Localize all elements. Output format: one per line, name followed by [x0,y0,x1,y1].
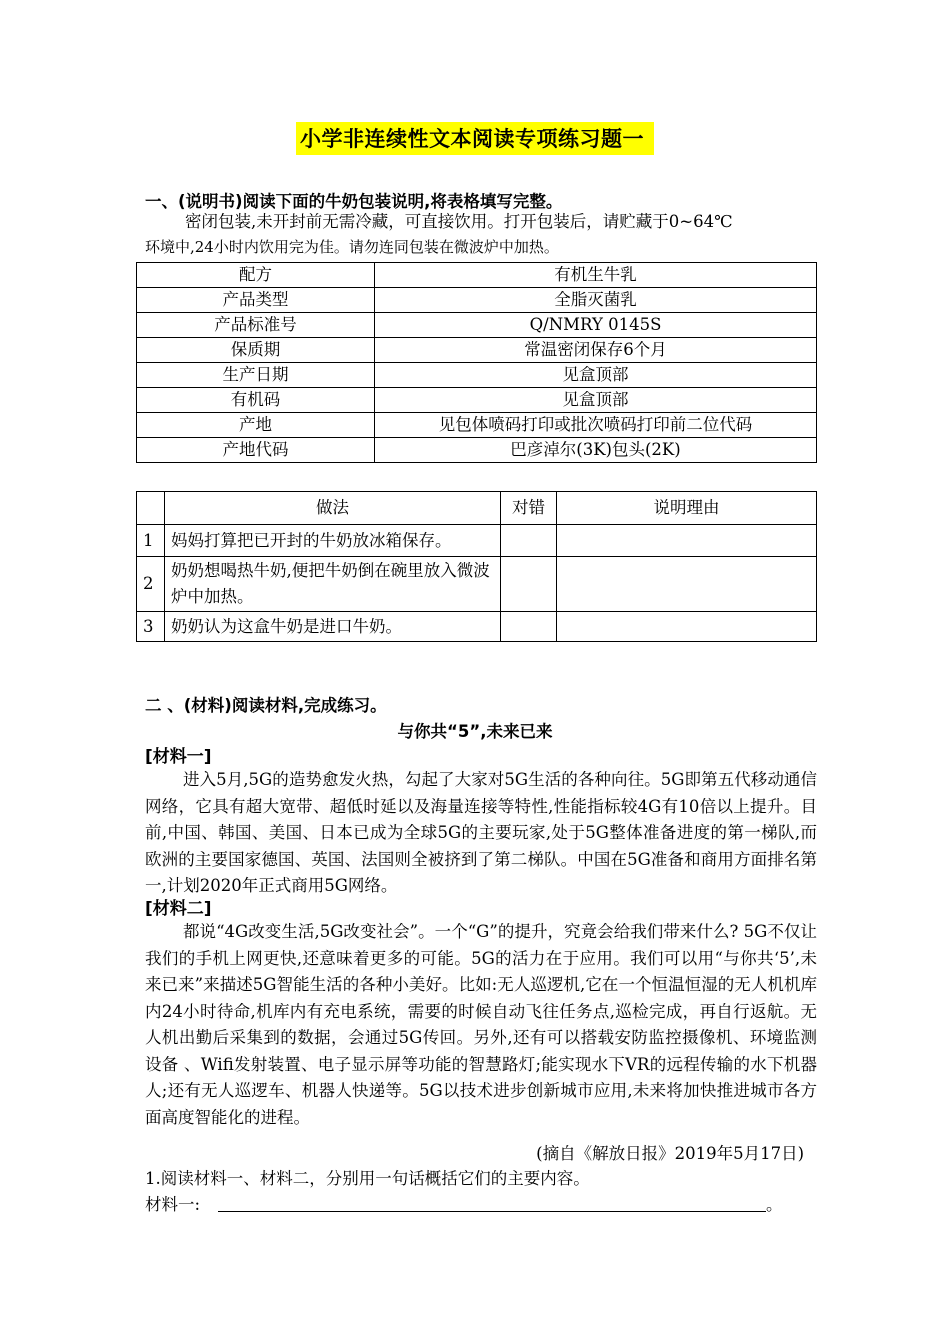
info-value: 有机生牛乳 [375,263,817,288]
reason-cell[interactable] [557,557,817,612]
answer-label-material1: 材料一: [145,1195,201,1214]
info-value: 巴彦淖尔(3K)包头(2K) [375,438,817,463]
table-header-num [137,492,165,525]
practice-table [136,491,817,642]
table-header-reason: 说明理由 [557,492,817,525]
judgement-cell[interactable] [501,612,557,642]
material1-label: [材料一] [145,747,212,767]
row-number: 3 [137,612,165,642]
row-number: 2 [137,557,165,612]
info-row [137,388,817,413]
section2-subtitle: 与你共“5”,未来已来 [397,722,553,741]
info-label: 配方 [137,263,375,288]
table-header-action: 做法 [165,492,501,525]
section1-intro-line1: 密闭包装,未开封前无需冷藏，可直接饮用。打开包装后，请贮藏于0~64℃ [185,212,733,231]
answer-line-material1[interactable] [218,1211,766,1212]
page-title: 小学非连续性文本阅读专项练习题一 [296,122,654,155]
info-value: 见包体喷码打印或批次喷码打印前二位代码 [375,413,817,438]
info-value: 见盒顶部 [375,388,817,413]
info-value: 全脂灭菌乳 [375,288,817,313]
row-action: 奶奶认为这盒牛奶是进口牛奶。 [165,612,501,642]
section1-intro-line2: 环境中,24小时内饮用完为佳。请勿连同包装在微波炉中加热。 [145,238,559,256]
material1-text: 进入5月,5G的造势愈发火热，勾起了大家对5G生活的各种向往。5G即第五代移动通信网络，它具有超大宽带、超低时延以及海量连接等特性,性能指标较4G有10倍以上提升。目前,中国、韩国、美国、日本已成为全球5G的主要玩家,处于5G整体准备进度的第一梯队,而欧洲的主要国家德国、英国、法国则全被挤到了第二梯队。中国在5G准备和商用方面排名第一,计划2020年正式商用5G网络。 [145,770,817,895]
milk-info-table [136,262,817,463]
info-row [137,438,817,463]
judgement-cell[interactable] [501,557,557,612]
source-citation: (摘自《解放日报》2019年5月17日) [536,1144,804,1163]
table-header-judgement: 对错 [501,492,557,525]
info-label: 产品标准号 [137,313,375,338]
info-value: 常温密闭保存6个月 [375,338,817,363]
info-row [137,413,817,438]
judgement-cell[interactable] [501,525,557,557]
info-row [137,338,817,363]
info-value: 见盒顶部 [375,363,817,388]
row-number: 1 [137,525,165,557]
question-1: 1.阅读材料一、材料二，分别用一句话概括它们的主要内容。 [145,1169,590,1188]
info-row [137,263,817,288]
reason-cell[interactable] [557,612,817,642]
info-row [137,363,817,388]
info-row [137,313,817,338]
section2-heading: 二 、(材料)阅读材料,完成练习。 [145,696,387,715]
title-wrapper [0,122,950,155]
info-label: 有机码 [137,388,375,413]
info-row [137,288,817,313]
info-value: Q/NMRY 0145S [375,313,817,338]
info-label: 产地 [137,413,375,438]
section1-heading: 一、(说明书)阅读下面的牛奶包装说明,将表格填写完整。 [145,192,563,211]
info-label: 生产日期 [137,363,375,388]
reason-cell[interactable] [557,525,817,557]
info-label: 产品类型 [137,288,375,313]
row-action: 奶奶想喝热牛奶,便把牛奶倒在碗里放入微波炉中加热。 [165,557,501,612]
material2-label: [材料二] [145,899,212,919]
info-label: 产地代码 [137,438,375,463]
material2-text: 都说“4G改变生活,5G改变社会”。一个“G”的提升，究竟会给我们带来什么? 5G不仅让我们的手机上网更快,还意味着更多的可能。5G的活力在于应用。我们可以用“与你共‘5’,未来已来”来描述5G智能生活的各种小美好。比如:无人巡逻机,它在一个恒温恒湿的无人机机库内24小时待命,机库内有充电系统，需要的时候自动飞往任务点,巡检完成，再自行返航。无人机出勤后采集到的数据，会通过5G传回。另外,还有可以搭载安防监控摄像机、环境监测设备 、Wifi发射装置、电子显示屏等功能的智慧路灯;能实现水下VR的远程传输的水下机器人;还有无人巡逻车、机器人快递等。5G以技术进步创新城市应用,未来将加快推进城市各方面高度智能化的进程。 [145,922,817,1127]
answer-end-mark: 。 [766,1195,783,1214]
row-action: 妈妈打算把已开封的牛奶放冰箱保存。 [165,525,501,557]
info-label: 保质期 [137,338,375,363]
